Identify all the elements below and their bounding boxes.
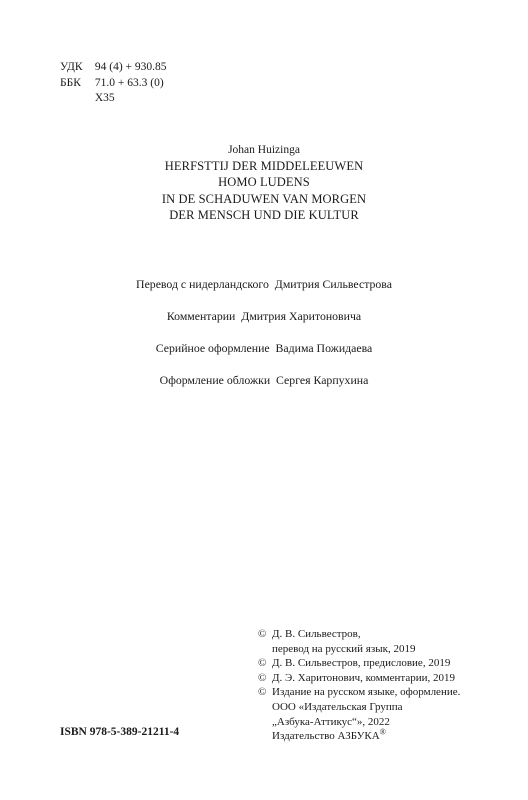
copyright-text: Д. В. Сильвестров, предисловие, 2019 [272,657,451,670]
copyright-text: Д. В. Сильвестров, [272,628,361,640]
credit-series-design: Серийное оформление Вадима Пожидаева [155,341,373,355]
copyright-line [258,685,460,700]
credit-translator: Перевод с нидерландского Дмитрия Сильвестрова [136,277,392,291]
author-mark-row [60,91,167,107]
bbk-label: ББК [60,76,81,89]
credit-cover-design: Оформление обложки Сергея Карпухина [159,373,369,387]
copyright-line [258,627,460,642]
original-title-3: IN DE SCHADUWEN VAN MORGEN [161,191,367,206]
udk-row [60,60,167,76]
registered-trademark-mark: ® [379,727,386,737]
credit-commentary: Комментарии Дмитрия Харитоновича [166,309,362,323]
udk-label: УДК [60,61,83,73]
copyright-symbol: © [258,657,267,670]
copyright-line [258,700,460,715]
copyright-text: Д. Э. Харитонович, комментарии, 2019 [272,671,456,684]
copyright-text: Издание на русском языке, оформление. [272,686,461,699]
copyright-text: „Азбука-Аттикус“», 2022 [272,715,390,728]
original-title-2: HOMO LUDENS [218,175,310,190]
copyright-line [258,715,460,730]
credits-block [0,276,528,404]
original-author: Johan Huizinga [228,144,300,156]
publisher-name: Издательство АЗБУКА [272,730,380,743]
copyright-line [258,729,460,744]
copyright-symbol: © [258,671,267,684]
copyright-symbol: © [258,628,267,640]
udk-value: 94 (4) + 930.85 [94,61,167,73]
copyright-line [258,656,460,671]
original-title-1: HERFSTTIJ DER MIDDELEEUWEN [164,159,364,174]
copyright-symbol: © [258,686,267,699]
original-title-block [0,142,528,223]
isbn: ISBN 978-5-389-21211-4 [60,726,180,738]
bbk-value: 71.0 + 63.3 (0) [94,76,164,89]
copyright-block [258,627,460,744]
copyright-text: ООО «Издательская Группа [272,700,403,713]
bbk-row [60,76,167,92]
author-mark: Х35 [94,92,115,104]
original-title-4: DER MENSCH UND DIE KULTUR [169,207,359,222]
copyright-line [258,671,460,686]
copyright-text: перевод на русский язык, 2019 [272,642,416,655]
classification-block [60,60,167,107]
copyright-line [258,642,460,657]
